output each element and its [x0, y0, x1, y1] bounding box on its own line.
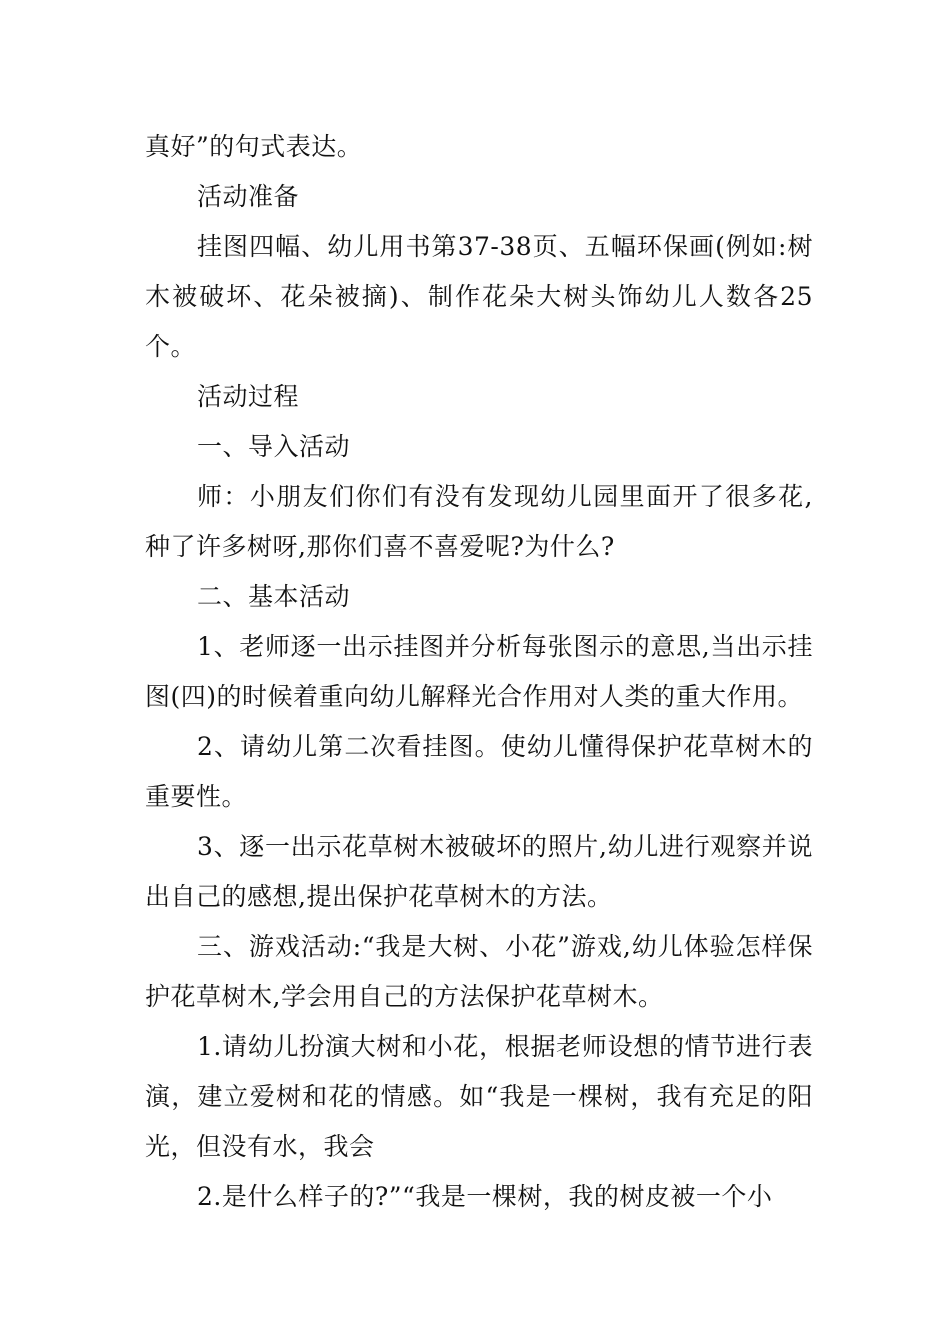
list-item-3: 3、逐一出示花草树木被破坏的照片,幼儿进行观察并说出自己的感想,提出保护花草树木的方法。: [145, 832, 813, 911]
step-heading-game: 三、游戏活动:“我是大树、小花”游戏,幼儿体验怎样保护花草树木,学会用自己的方法保护花草树木。: [145, 932, 813, 1011]
step-heading-intro: 一、导入活动: [197, 432, 351, 461]
paragraph-continuation: 真好”的句式表达。: [145, 132, 363, 161]
document-body: [145, 122, 813, 1222]
section-heading-preparation: 活动准备: [197, 182, 300, 211]
paragraph-teacher-question: 师：小朋友们你们有没有发现幼儿园里面开了很多花,种了许多树呀,那你们喜不喜爱呢?为什么?: [145, 482, 813, 561]
game-item-1: 1.请幼儿扮演大树和小花，根据老师设想的情节进行表演，建立爱树和花的情感。如“我是一棵树，我有充足的阳光，但没有水，我会: [145, 1032, 813, 1161]
step-heading-basic: 二、基本活动: [197, 582, 351, 611]
section-heading-process: 活动过程: [197, 382, 300, 411]
list-item-1: 1、老师逐一出示挂图并分析每张图示的意思,当出示挂图(四)的时候着重向幼儿解释光合作用对人类的重大作用。: [145, 632, 813, 711]
paragraph-materials: 挂图四幅、幼儿用书第37-38页、五幅环保画(例如:树木被破坏、花朵被摘)、制作花朵大树头饰幼儿人数各25个。: [145, 232, 813, 361]
game-item-2: 2.是什么样子的?”“我是一棵树，我的树皮被一个小: [197, 1182, 773, 1211]
list-item-2: 2、请幼儿第二次看挂图。使幼儿懂得保护花草树木的重要性。: [145, 732, 813, 811]
